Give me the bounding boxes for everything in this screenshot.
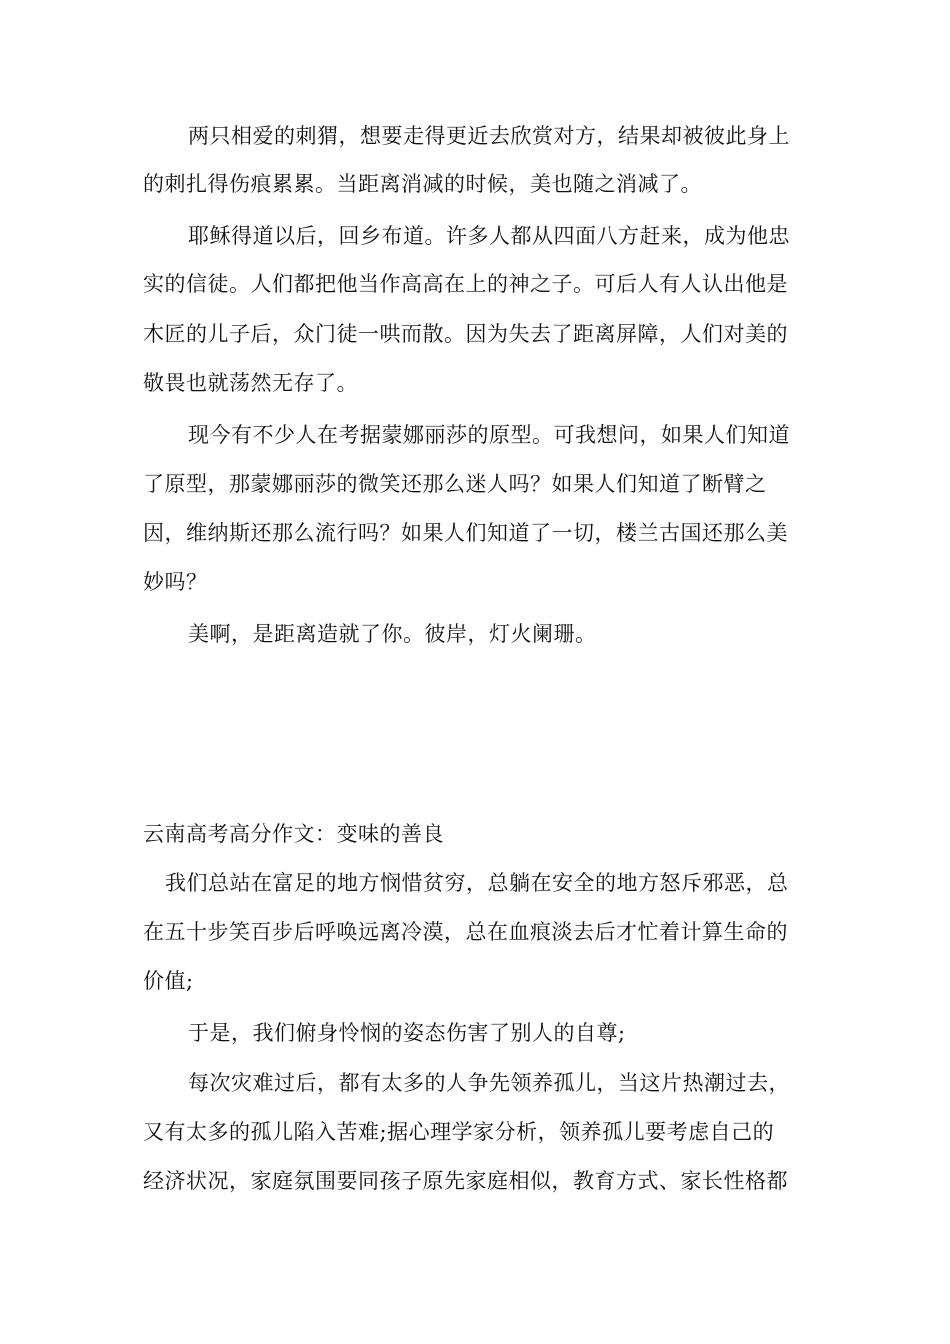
essay1-p1-line2: 的刺扎得伤痕累累。当距离消减的时候，美也随之消减了。 xyxy=(143,172,702,196)
essay1-p3-line1: 现今有不少人在考据蒙娜丽莎的原型。可我想问，如果人们知道 xyxy=(188,423,790,447)
essay1-p2-line3: 木匠的儿子后，众门徒一哄而散。因为失去了距离屏障，人们对美的 xyxy=(143,322,788,346)
essay1-p2-line2: 实的信徒。人们都把他当作高高在上的神之子。可后人有人认出他是 xyxy=(143,272,788,296)
essay1-p3-line3: 因，维纳斯还那么流行吗？如果人们知道了一切，楼兰古国还那么美 xyxy=(143,521,788,545)
essay2-p3-line3: 经济状况，家庭氛围要同孩子原先家庭相似，教育方式、家长性格都 xyxy=(143,1169,788,1193)
essay1-p2-line4: 敬畏也就荡然无存了。 xyxy=(143,371,358,395)
essay2-p1-line1: 我们总站在富足的地方悯惜贫穷，总躺在安全的地方怒斥邪恶，总 xyxy=(165,871,789,895)
essay1-p2-line1: 耶稣得道以后，回乡布道。许多人都从四面八方赶来，成为他忠 xyxy=(188,224,790,248)
essay2-title: 云南高考高分作文：变味的善良 xyxy=(143,822,444,846)
essay2-p1-line2: 在五十步笑百步后呼唤远离冷漠，总在血痕淡去后才忙着计算生命的 xyxy=(143,920,788,944)
essay1-p3-line2: 了原型，那蒙娜丽莎的微笑还那么迷人吗？如果人们知道了断臂之 xyxy=(143,472,767,496)
essay1-p4-line1: 美啊，是距离造就了你。彼岸，灯火阑珊。 xyxy=(188,622,597,646)
essay1-p3-line4: 妙吗？ xyxy=(143,570,208,594)
essay2-p1-line3: 价值; xyxy=(143,969,194,993)
essay2-p3-line1: 每次灾难过后，都有太多的人争先领养孤儿，当这片热潮过去， xyxy=(188,1071,790,1095)
essay2-p2-line1: 于是，我们俯身怜悯的姿态伤害了别人的自尊; xyxy=(188,1021,626,1045)
essay1-p1-line1: 两只相爱的刺猬，想要走得更近去欣赏对方，结果却被彼此身上 xyxy=(188,124,790,148)
essay2-p3-line2: 又有太多的孤儿陷入苦难;据心理学家分析，领养孤儿要考虑自己的 xyxy=(143,1120,775,1144)
